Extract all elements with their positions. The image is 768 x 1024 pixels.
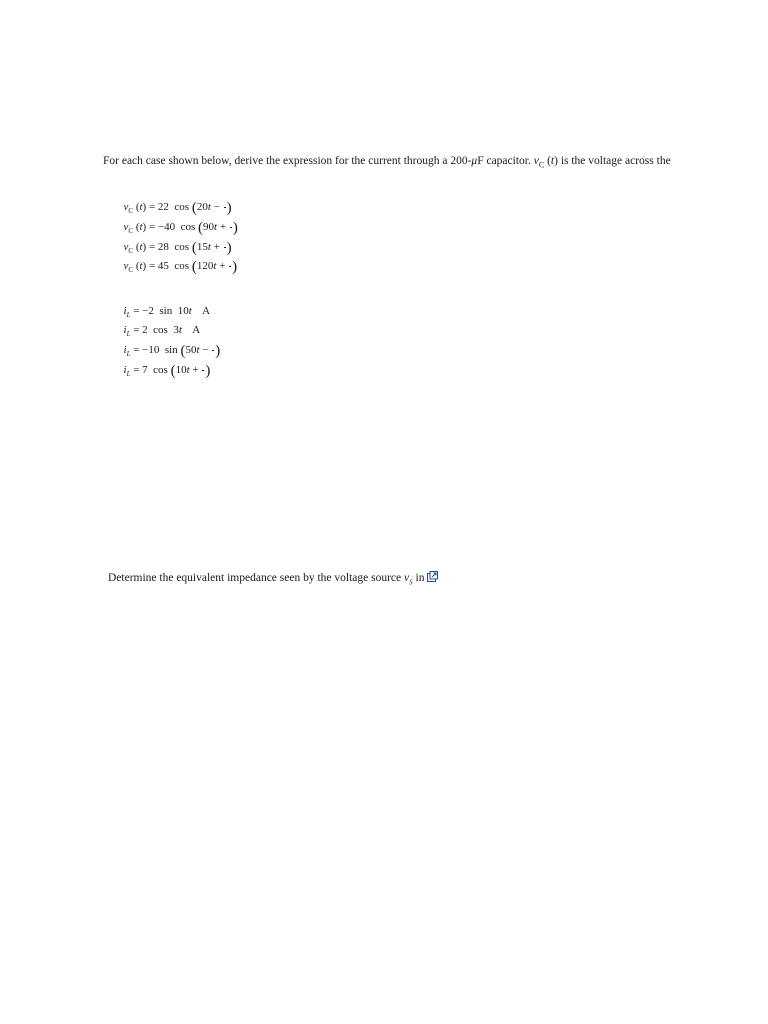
problem-3-2-item-a: $v_C$ (t) = 22 cos (20t − ) [123,200,232,216]
problem-3-2-text-line1: For each case shown below, derive the expression for the current through a 200-μF capacitor. $v_C$ (t) is the voltage across the [103,155,671,170]
frac [229,266,231,267]
problem-3-2-item-c: $v_C$ (t) = 28 cos (15t + ) [123,240,232,256]
frac [212,350,214,351]
problem-3-47-text: Determine the equivalent impedance seen by the voltage source $v_S$ in [108,568,441,592]
problem-3-3-item-b: $i_L = 2$ cos 3t A [123,324,201,339]
problem-3-2-item-d: $v_C$ (t) = 45 cos (120t + ) [123,259,238,275]
frac [224,207,226,208]
problem-3-2-item-b: $v_C$ (t) = −40 cos (90t + ) [123,220,238,236]
problem-3-3-item-c: $i_L = -10$ sin (50t − ) [123,343,221,359]
problem-3-3-item-a: $i_L = -2$ sin 10t A [123,305,211,320]
problem-3-2-text [103,151,753,175]
problem-3-3-item-d: $i_L = 7$ cos (10t + ) [123,363,211,379]
frac [224,247,226,248]
frac [230,227,232,228]
external-link-icon[interactable] [427,569,438,580]
